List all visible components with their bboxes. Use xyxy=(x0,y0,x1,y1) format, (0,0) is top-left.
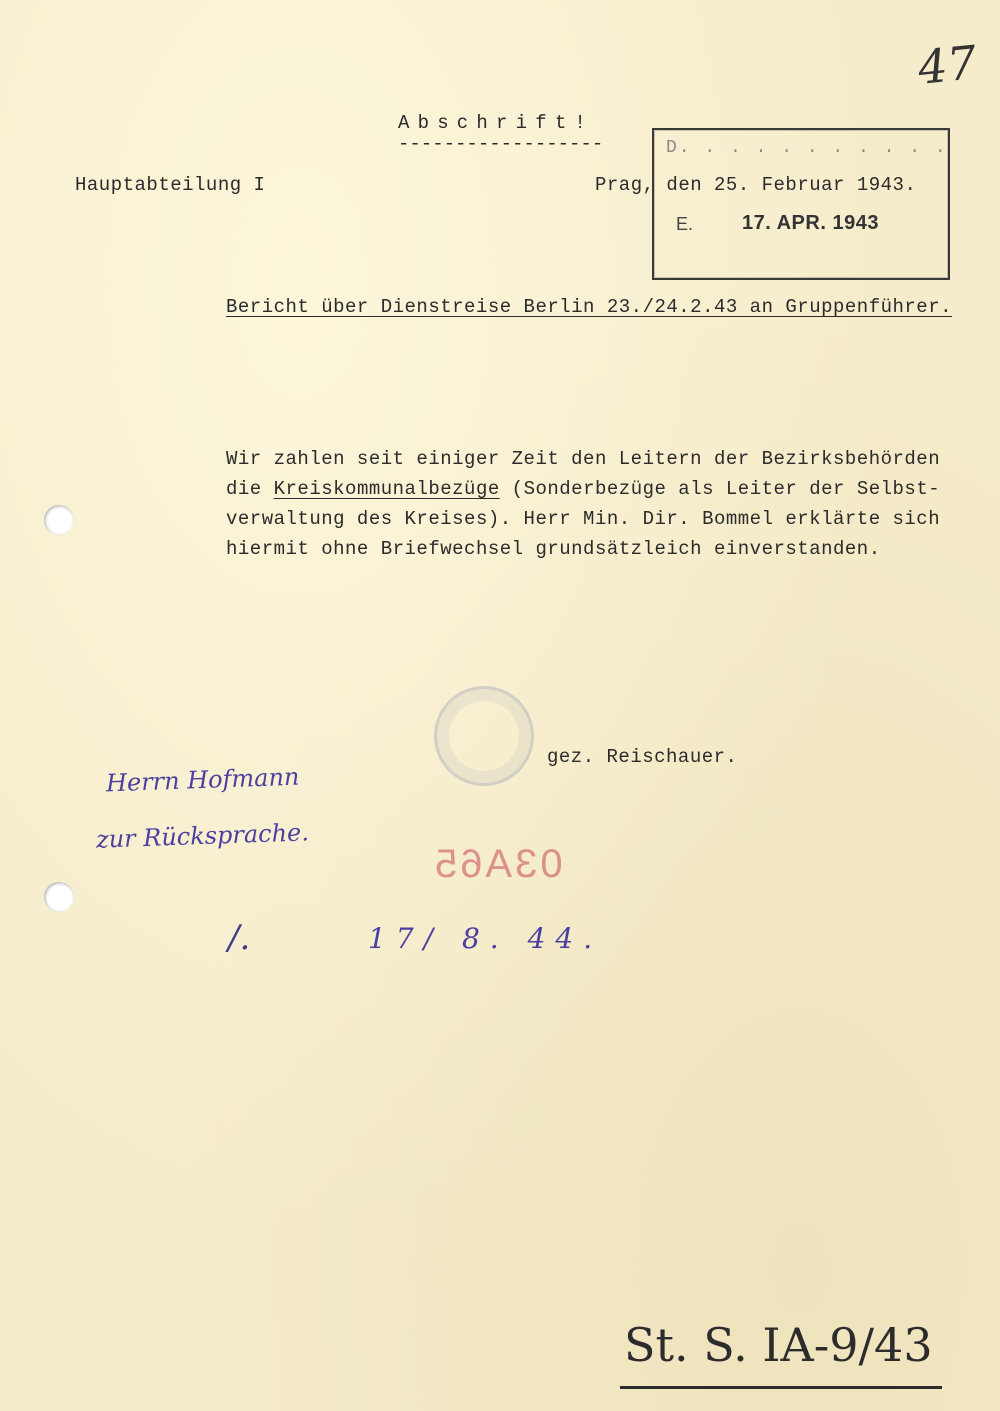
handwritten-note-1: Herrn Hofmann xyxy=(105,762,300,798)
archive-reference-underline xyxy=(620,1386,942,1389)
body-line-2: (Sonderbezüge als Leiter der Selbst- xyxy=(511,478,941,500)
body-paragraph xyxy=(226,444,940,564)
underlined-term: Kreiskommunalbezüge xyxy=(273,478,500,500)
body-line-3: verwaltung des Kreises). Herr Min. Dir. Bommel erklärte sich xyxy=(226,508,941,530)
archive-reference: St. S. IA-9/43 xyxy=(624,1318,933,1372)
document-title: Abschrift! xyxy=(398,112,595,134)
faded-seal xyxy=(434,686,534,786)
body-line-1: Wir zahlen seit einiger Zeit den Leitern der Bezirksbehörden xyxy=(226,448,941,470)
place-date: Prag, den 25. Februar 1943. xyxy=(595,174,917,196)
red-stamp-number: 03A65 xyxy=(432,842,563,886)
subject-line: Bericht über Dienstreise Berlin 23./24.2.43 an Gruppenführer. xyxy=(226,296,953,318)
stamp-prefix: E. xyxy=(676,214,694,234)
stamp-date: 17. APR. 1943 xyxy=(742,212,879,234)
handwritten-note-2: zur Rücksprache. xyxy=(95,818,310,854)
department-label: Hauptabteilung I xyxy=(75,174,266,196)
page-number: 47 xyxy=(915,35,980,95)
handwritten-date: 17/ 8. 44. xyxy=(368,922,603,955)
body-line-2-prefix: die xyxy=(226,478,262,500)
handwritten-initial: /. xyxy=(228,918,251,958)
body-line-4: hiermit ohne Briefwechsel grundsätzleich einverstanden. xyxy=(226,538,881,560)
signature: gez. Reischauer. xyxy=(547,746,738,768)
stamp-header-text: D. . . . . . . . . . . xyxy=(666,138,948,158)
title-underline: ------------------ xyxy=(398,133,604,155)
receipt-stamp xyxy=(652,128,950,280)
punch-hole-bottom xyxy=(44,882,74,912)
punch-hole-top xyxy=(44,505,74,535)
